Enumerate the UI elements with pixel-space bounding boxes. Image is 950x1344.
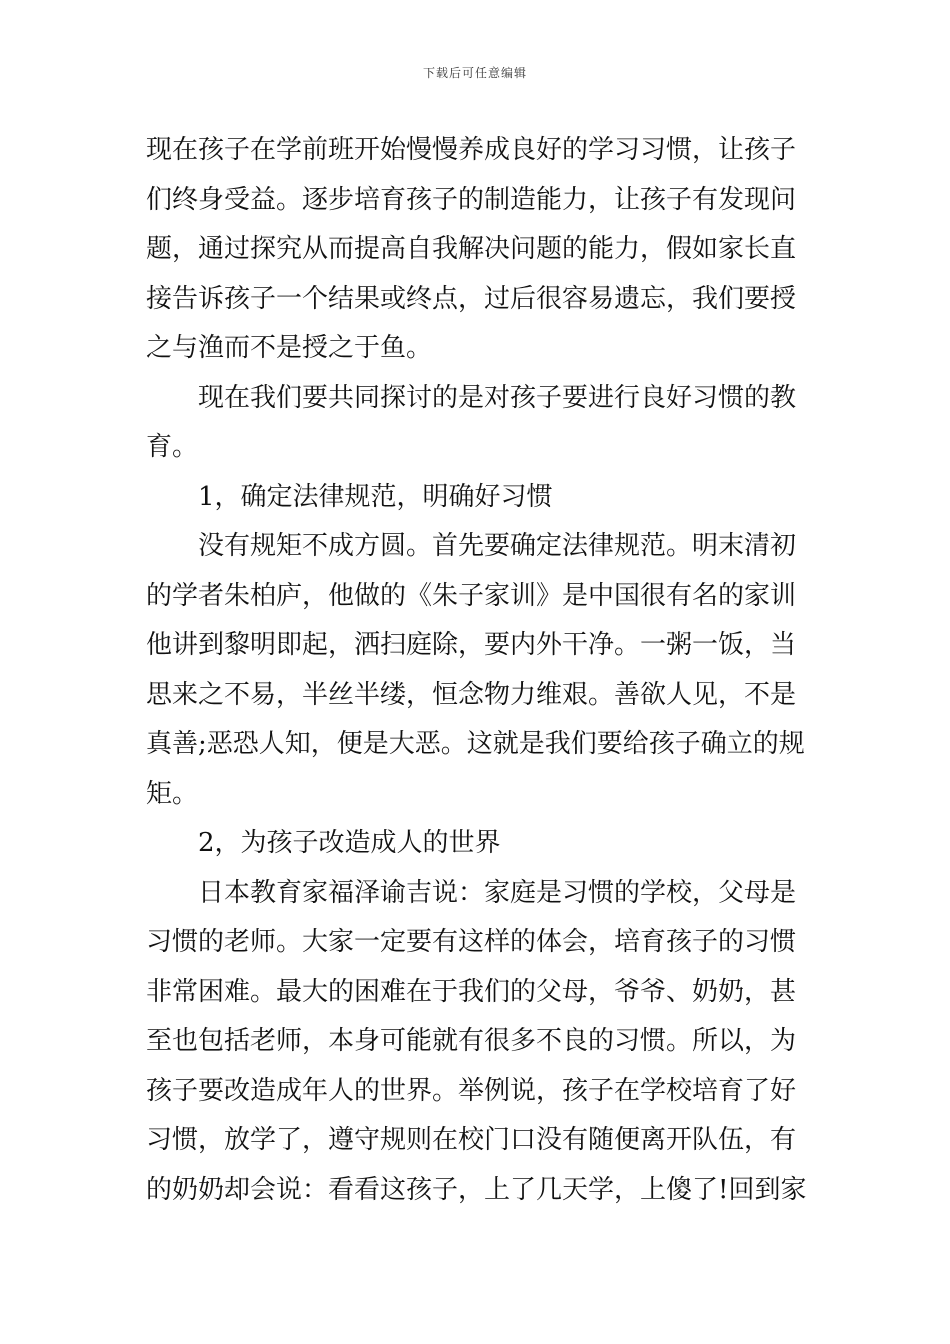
paragraph-start-line: 日本教育家福泽谕吉说：家庭是习惯的学校，父母是: [198, 877, 797, 908]
text-line: 至也包括老师，本身可能就有很多不良的习惯。所以，为: [146, 1026, 797, 1056]
text-line: 习惯的老师。大家一定要有这样的体会，培育孩子的习惯: [146, 927, 797, 957]
paragraph-start-line: 现在我们要共同探讨的是对孩子要进行良好习惯的教: [198, 382, 797, 413]
text-line: 非常困难。最大的困难在于我们的父母，爷爷、奶奶，甚: [146, 976, 797, 1007]
text-line: 题，通过探究从而提高自我解决问题的能力，假如家长直: [146, 234, 797, 264]
text-line: 他讲到黎明即起，洒扫庭除，要内外干净。一粥一饭，当: [146, 630, 797, 660]
section-heading: 2，为孩子改造成人的世界: [198, 828, 501, 858]
text-line: 之与渔而不是授之于鱼。: [146, 333, 433, 363]
text-line: 孩子要改造成年人的世界。举例说，孩子在学校培育了好: [146, 1075, 797, 1106]
text-line: 思来之不易，半丝半缕，恒念物力维艰。善欲人见，不是: [146, 679, 797, 710]
text-line: 的学者朱柏庐，他做的《朱子家训》是中国很有名的家训: [146, 580, 797, 611]
text-line: 矩。: [146, 778, 199, 809]
paragraph-start-line: 没有规矩不成方圆。首先要确定法律规范。明末清初: [198, 531, 797, 561]
text-line: 育。: [146, 432, 199, 462]
text-line: 接告诉孩子一个结果或终点，过后很容易遗忘，我们要授: [146, 283, 797, 314]
text-line: 们终身受益。逐步培育孩子的制造能力，让孩子有发现问: [146, 184, 797, 215]
page-header-note: 下载后可任意编辑: [422, 66, 527, 80]
text-line: 真善;恶恐人知，便是大恶。这就是我们要给孩子确立的规: [146, 729, 805, 759]
document-body: [146, 126, 806, 1215]
text-line: 的奶奶却会说：看看这孩子，上了几天学，上傻了!回到家: [146, 1174, 807, 1205]
section-heading: 1，确定法律规范，明确好习惯: [198, 481, 553, 512]
text-line: 习惯，放学了，遵守规则在校门口没有随便离开队伍，有: [146, 1125, 797, 1155]
text-line: 现在孩子在学前班开始慢慢养成良好的学习习惯，让孩子: [146, 135, 797, 165]
